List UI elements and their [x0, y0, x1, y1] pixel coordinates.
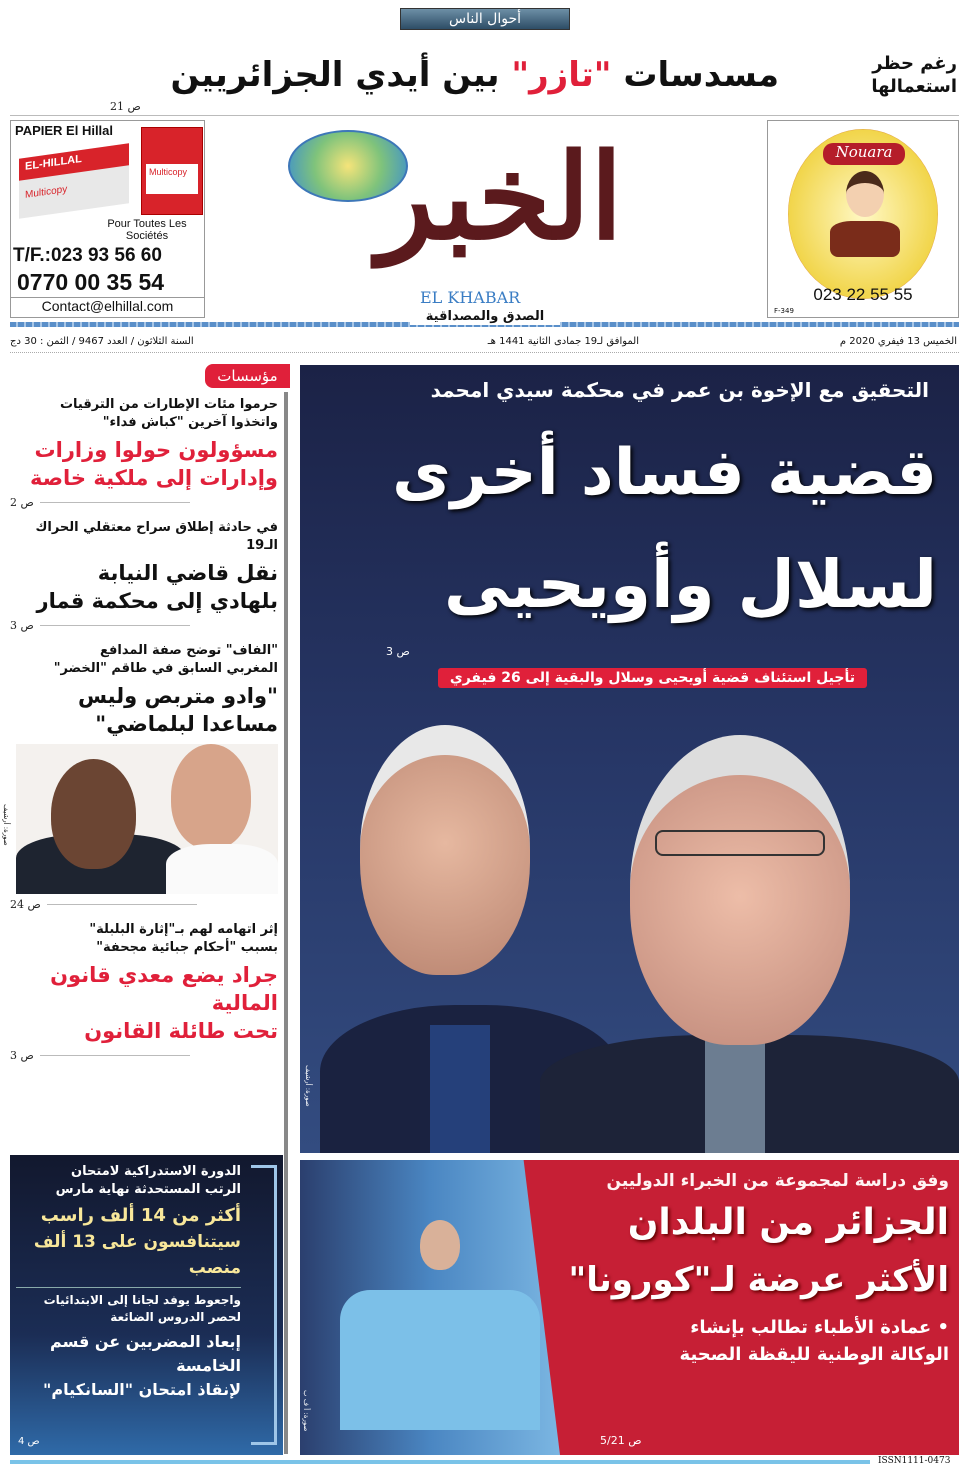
box-label: EL-HILLAL: [25, 152, 82, 173]
headline: أكثر من 14 ألف راسب: [40, 1205, 241, 1226]
headline: لإنقاذ امتحان "السانكيام": [43, 1380, 241, 1399]
headline: مسؤولون حولوا وزارات: [34, 438, 278, 462]
kicker: حرموا مئات الإطارات من الترقيات: [59, 397, 278, 412]
dateline-issue: السنة الثلاثون / العدد 9467 / الثمن : 30 دج: [10, 336, 194, 347]
headline: "وادو متربص وليس: [77, 684, 278, 708]
main-headline-2: لسلال وأويحيى: [443, 546, 937, 623]
ad-nouara[interactable]: [767, 120, 959, 318]
education-box[interactable]: [10, 1155, 283, 1455]
headline: جراد يضع معدي قانون المالية: [50, 963, 278, 1015]
headline: تحت طائلة القانون: [84, 1019, 278, 1043]
main-photo-credit: صورة: أرشيف: [304, 1065, 312, 1107]
headline: بلهادي إلى محكمة قمار: [36, 589, 278, 613]
ad-code: F-349: [774, 307, 794, 315]
page-ref: ص 3: [10, 1049, 34, 1062]
kicker: واجعوط يوفد لجانا إلى الابتدائيات: [43, 1293, 241, 1307]
kicker: في حادثة إطلاق سراح معتقلي الحراك الـ19: [35, 520, 278, 553]
corona-kicker: وفق دراسة لمجموعة من الخبراء الدوليين: [606, 1171, 949, 1191]
issn: ISSN1111-0473: [878, 1456, 951, 1466]
main-bullet: تأجيل استئناف قضية أويحيى وسلال والبقية إلى 26 فيفري: [438, 668, 867, 688]
kicker: "الفاف" توضح صفة المدافع: [100, 643, 278, 658]
headline-part: مسدسات: [611, 55, 779, 95]
headline: وإدارات إلى ملكية خاصة: [29, 466, 278, 490]
kicker: لحصر الدروس الضائعة: [110, 1310, 241, 1324]
dateline-date: الخميس 13 فيفري 2020 م: [839, 336, 957, 347]
kicker: الرتب المستحدثة نهاية مارس: [55, 1182, 241, 1197]
left-column: [2, 396, 278, 1072]
main-kicker: التحقيق مع الإخوة بن عمر في محكمة سيدي امحمد: [430, 378, 929, 402]
corona-sub-1: • عمادة الأطباء تطالب بإنشاء: [690, 1317, 949, 1338]
headline-red-part: "تازر": [511, 55, 612, 95]
story-djerad[interactable]: [10, 921, 278, 1072]
kicker: واتخذوا آخرين "كباش فداء": [102, 415, 278, 430]
section-tag-institutions: مؤسسات: [205, 364, 290, 388]
page-ref: ص 3: [10, 619, 34, 632]
story-faf[interactable]: [2, 642, 278, 921]
story-judge[interactable]: [10, 519, 278, 642]
headline-part: بين أيدي الجزائريين: [170, 55, 512, 95]
headline: مساعدا لبلماضي": [95, 712, 278, 736]
headline: إبعاد المضربين عن قسم الخامسة: [50, 1332, 241, 1375]
corona-photo-credit: صورة: أ ف ب: [302, 1390, 310, 1432]
kicker: بسبب "أحكام جبائية مجحفة": [96, 940, 278, 955]
paper-ream-image: [141, 127, 203, 215]
decorative-frame: [251, 1165, 277, 1445]
main-page-ref: ص 3: [386, 645, 410, 658]
corona-headline-1: الجزائر من البلدان: [627, 1202, 949, 1243]
kicker: الدورة الاستدراكية لامتحان: [71, 1164, 241, 1179]
corona-page-ref: ص 5/21: [600, 1434, 642, 1447]
main-story[interactable]: [300, 365, 959, 1153]
kicker: المغربي السابق في طاقم "الخضر": [53, 661, 278, 676]
nouara-cake-illustration: [830, 221, 900, 257]
photo-credit: صورة: أرشيف: [2, 804, 10, 846]
section-tag-top: أحوال الناس: [400, 8, 570, 30]
top-page-ref: ص 21: [110, 100, 141, 113]
kicker: إثر اتهامه لهم بـ"إثارة البلبلة": [89, 922, 278, 937]
nouara-girl-illustration: [846, 171, 884, 217]
ad-phone2: 0770 00 35 54: [17, 269, 165, 295]
story-institutions[interactable]: [10, 396, 278, 519]
paper-box-image: [19, 143, 129, 218]
page-ref: ص 24: [10, 898, 41, 911]
ad-elhillal[interactable]: [10, 120, 205, 318]
top-headline: [39, 52, 779, 98]
headline: نقل قاضي النيابة: [97, 561, 278, 585]
corona-sub-2: الوكالة الوطنية لليقظة الصحية: [679, 1344, 949, 1365]
top-kicker-line2: استعمالها: [871, 76, 957, 97]
photo-wadou-belmadi: [16, 744, 278, 894]
ad-phone1: T/F.:023 93 56 60: [13, 245, 162, 266]
page-ref: ص 4: [18, 1436, 40, 1447]
nouara-phone: 023 22 55 55: [813, 285, 913, 304]
page-ref: ص 2: [10, 496, 34, 509]
masthead-slogan: الصدق والمصداقية: [410, 309, 560, 325]
masthead-latin: EL KHABAR: [420, 288, 521, 307]
top-kicker: [787, 52, 957, 98]
corona-story[interactable]: [300, 1160, 959, 1455]
box-product: Multicopy: [25, 183, 68, 201]
ad-brand: PAPIER El Hillal: [15, 123, 114, 138]
nouara-brand: Nouara: [823, 143, 905, 165]
ad-tagline: Pour Toutes Les Sociétés: [107, 218, 187, 242]
ream-product: Multicopy: [146, 164, 198, 194]
corona-headline-2: الأكثر عرضة لـ"كورونا": [568, 1260, 949, 1300]
photo-medical-team: [300, 1160, 560, 1455]
masthead-title: الخبر: [377, 127, 623, 266]
photo-sellal-ouyahia: [300, 705, 959, 1153]
ad-email[interactable]: Contact@elhillal.com: [11, 297, 204, 314]
headline: سيتنافسون على 13 ألف منصب: [33, 1232, 241, 1278]
main-headline-1: قضية فساد أخرى: [392, 436, 937, 510]
dateline-hijri: الموافق لـ19 جمادى الثانية 1441 هـ: [487, 336, 639, 347]
top-kicker-line1: رغم حظر: [872, 53, 957, 74]
